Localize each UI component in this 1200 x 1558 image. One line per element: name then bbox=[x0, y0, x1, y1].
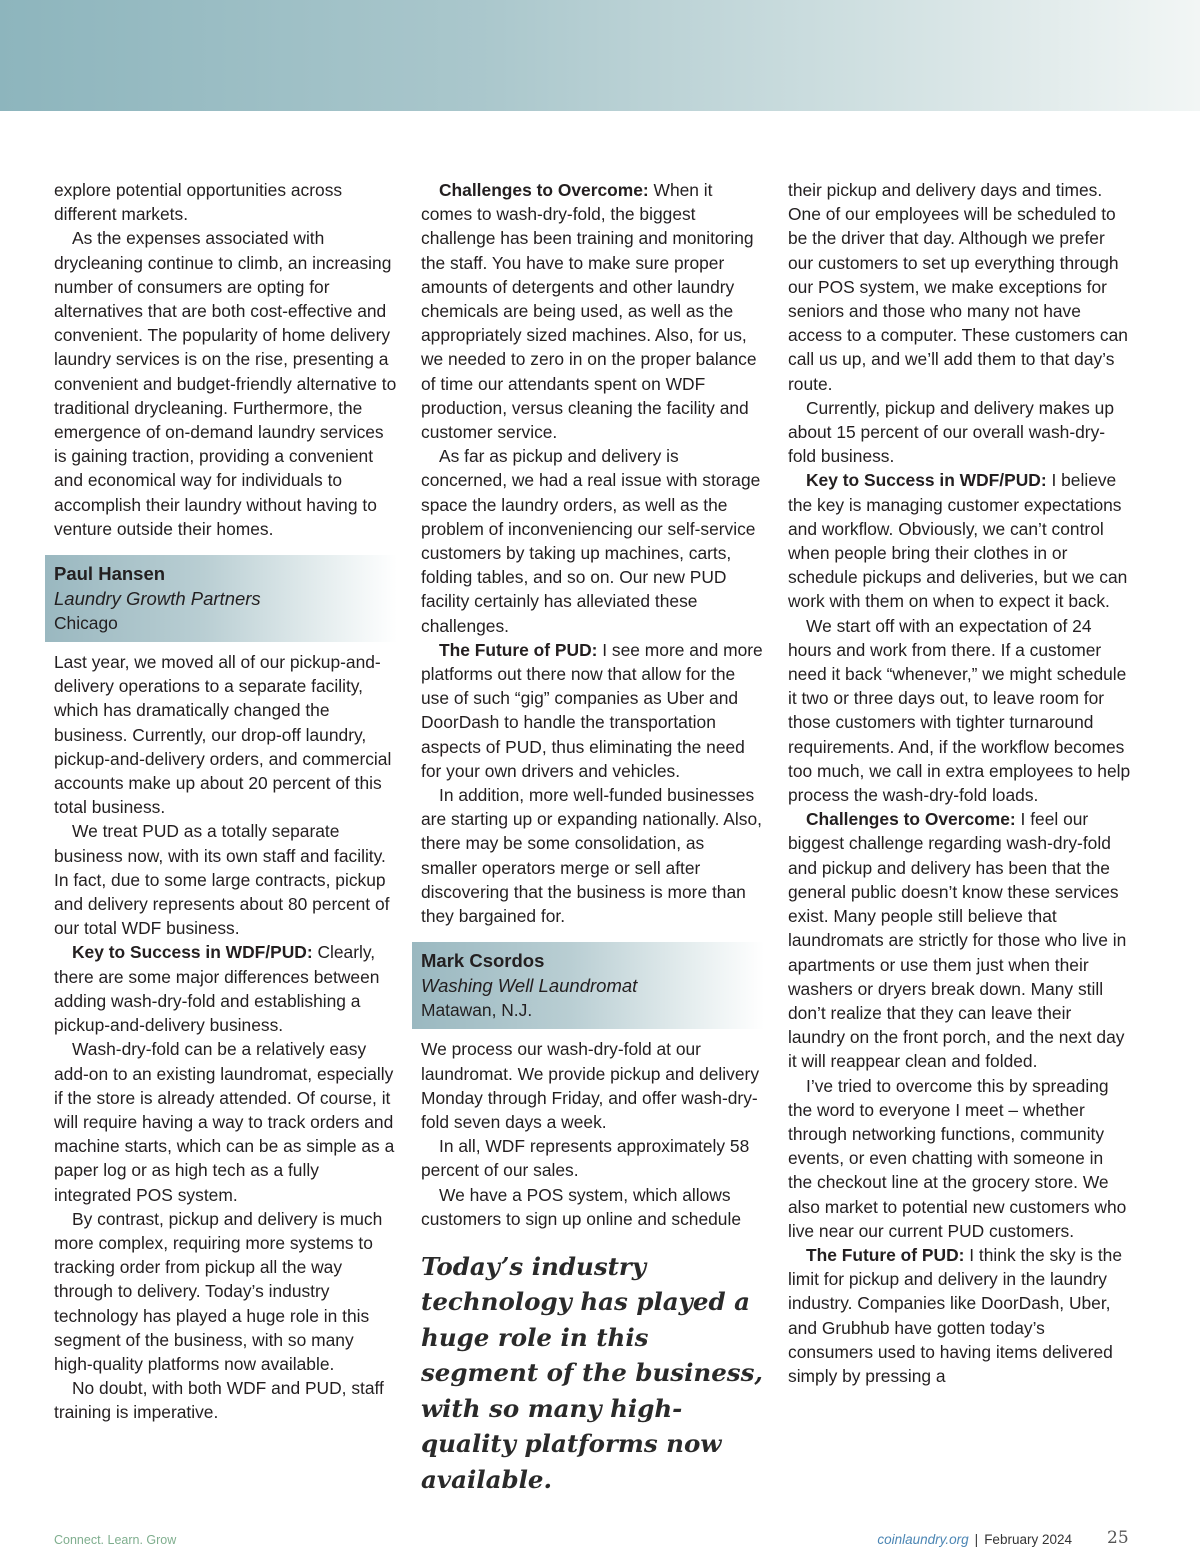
page-number: 25 bbox=[1107, 1528, 1129, 1548]
paragraph-text: I see more and more platforms out there now that allow for the use of such “gig” companies as Uber and DoorDash to handle the transportation aspects of PUD, thus eliminating the need for your own drivers and vehicles. bbox=[421, 639, 763, 781]
paragraph-future bbox=[788, 1243, 1131, 1388]
footer-publication bbox=[877, 1532, 1072, 1547]
profile-name: Mark Csordos bbox=[421, 950, 545, 972]
paragraph-key-to-success bbox=[54, 940, 397, 1037]
subhead-key-to-success: Key to Success in WDF/PUD: bbox=[806, 470, 1047, 491]
paragraph-text: Clearly, there are some major differences between adding wash-dry-fold and establishing a pickup-and-delivery business. bbox=[54, 942, 380, 1036]
paragraph: In addition, more well-funded businesses are starting up or expanding nationally. Also, there may be some consolidation, as smaller operators merge or sell after discovering that the business is more than they bargained for. bbox=[421, 785, 762, 927]
paragraph: By contrast, pickup and delivery is much more complex, requiring more systems to tracking order from pickup all the way through to delivery. Today’s industry technology has played a huge role in this segment of the business, with so many high-quality platforms now available. bbox=[54, 1208, 383, 1374]
subhead-future-of-pud: The Future of PUD: bbox=[806, 1244, 965, 1265]
profile-company: Laundry Growth Partners bbox=[54, 588, 261, 610]
paragraph: explore potential opportunities across different markets. bbox=[54, 180, 343, 225]
paragraph-text: When it comes to wash-dry-fold, the biggest challenge has been training and monitoring the staff. You have to make sure proper amounts of detergents and other laundry chemicals are being used, as well as the appropriately sized machines. Also, for us, we needed to zero in on the proper balance of time our attendants spent on WDF production, versus cleaning the facility and customer service. bbox=[421, 180, 757, 443]
paragraph: No doubt, with both WDF and PUD, staff training is imperative. bbox=[54, 1378, 384, 1423]
paragraph-text: I feel our biggest challenge regarding wash-dry-fold and pickup and delivery has been that the general public doesn’t know these services exist. Many people still believe that laundromats are strictly for those who live in apartments or use them just when their washers or dryers break down. Many still don’t realize that they can leave their laundry on the front porch, and the next day it will reappear clean and folded. bbox=[788, 809, 1127, 1072]
profile-header-mark-csordos bbox=[412, 942, 764, 1029]
paragraph: Wash-dry-fold can be a relatively easy add-on to an existing laundromat, especially if the store is already attended. Of course, it will require having a way to track orders and machine starts, which can be as simple as a paper log or as high tech as a fully integrated POS system. bbox=[54, 1039, 395, 1205]
profile-company: Washing Well Laundromat bbox=[421, 975, 638, 997]
header-banner bbox=[0, 0, 1200, 111]
paragraph-challenges bbox=[421, 178, 764, 444]
profile-location: Chicago bbox=[54, 613, 118, 634]
column-right bbox=[788, 178, 1131, 1388]
paragraph: In all, WDF represents approximately 58 percent of our sales. bbox=[421, 1136, 750, 1181]
pull-quote: Today’s industry technology has played a huge role in this segment of the business, with so many high-quality platforms now available. bbox=[421, 1251, 763, 1494]
subhead-future-of-pud: The Future of PUD: bbox=[439, 639, 598, 660]
paragraph: I’ve tried to overcome this by spreading the word to everyone I meet – whether through networking functions, community events, or even chatting with someone in the checkout line at the grocery store. We also market to potential new customers who live near our current PUD customers. bbox=[788, 1075, 1127, 1241]
paragraph: We have a POS system, which allows customers to sign up online and schedule bbox=[421, 1184, 741, 1229]
paragraph: their pickup and delivery days and times. One of our employees will be scheduled to be the driver that day. Although we prefer our customers to set up everything through our POS system, we make exceptions for seniors and those who many not have access to a computer. These customers can call us up, and we’ll add them to that day’s route. bbox=[788, 180, 1128, 394]
footer-issue-date: February 2024 bbox=[984, 1532, 1072, 1547]
paragraph: Last year, we moved all of our pickup-and-delivery operations to a separate facility, which has dramatically changed the business. Currently, our drop-off laundry, pickup-and-delivery orders, and commercial accounts make up about 20 percent of this total business. bbox=[54, 652, 392, 818]
profile-header-paul-hansen bbox=[45, 555, 397, 642]
profile-location: Matawan, N.J. bbox=[421, 1000, 533, 1021]
profile-name: Paul Hansen bbox=[54, 563, 166, 585]
paragraph-future bbox=[421, 638, 764, 783]
footer-separator: | bbox=[974, 1532, 979, 1547]
paragraph-text: I think the sky is the limit for pickup and delivery in the laundry industry. Companies like DoorDash, Uber, and Grubhub have gotten today’s consumers used to having items delivered simply by pressing a bbox=[788, 1244, 1122, 1386]
column-middle bbox=[421, 178, 764, 1497]
paragraph-text: I believe the key is managing customer expectations and workflow. Obviously, we can’t control when people bring their clothes in or schedule pickups and deliveries, but we can work with them on when to expect it back. bbox=[788, 470, 1128, 612]
column-left bbox=[54, 178, 397, 1425]
paragraph-key-to-success bbox=[788, 468, 1131, 613]
paragraph: Currently, pickup and delivery makes up about 15 percent of our overall wash-dry-fold business. bbox=[788, 397, 1115, 467]
paragraph: We treat PUD as a totally separate business now, with its own staff and facility. In fact, due to some large contracts, pickup and delivery represents about 80 percent of our total WDF business. bbox=[54, 821, 390, 939]
paragraph: We start off with an expectation of 24 hours and work from there. If a customer need it back “whenever,” we might schedule it two or three days out, to leave room for those customers with tighter turnaround requirements. And, if the workflow becomes too much, we call in extra employees to help process the wash-dry-fold loads. bbox=[788, 615, 1131, 806]
paragraph: We process our wash-dry-fold at our laundromat. We provide pickup and delivery Monday through Friday, and offer wash-dry-fold seven days a week. bbox=[421, 1039, 760, 1132]
paragraph-challenges bbox=[788, 807, 1131, 1073]
subhead-challenges: Challenges to Overcome: bbox=[439, 180, 649, 200]
footer-site-link[interactable]: coinlaundry.org bbox=[877, 1532, 969, 1547]
footer-tagline: Connect. Learn. Grow bbox=[54, 1533, 177, 1547]
paragraph: As far as pickup and delivery is concerned, we had a real issue with storage space the laundry orders, as well as the problem of inconveniencing our self-service customers by taking up machines, carts, folding tables, and so on. Our new PUD facility certainly has alleviated these challenges. bbox=[421, 446, 761, 636]
subhead-challenges: Challenges to Overcome: bbox=[806, 809, 1016, 830]
subhead-key-to-success: Key to Success in WDF/PUD: bbox=[72, 942, 313, 963]
paragraph: As the expenses associated with drycleaning continue to climb, an increasing number of consumers are opting for alternatives that are both cost-effective and convenient. The popularity of home delivery laundry services is on the rise, presenting a convenient and budget-friendly alternative to traditional drycleaning. Furthermore, the emergence of on-demand laundry services is gaining traction, providing a convenient and economical way for individuals to accomplish their laundry without having to venture outside their homes. bbox=[54, 228, 397, 539]
